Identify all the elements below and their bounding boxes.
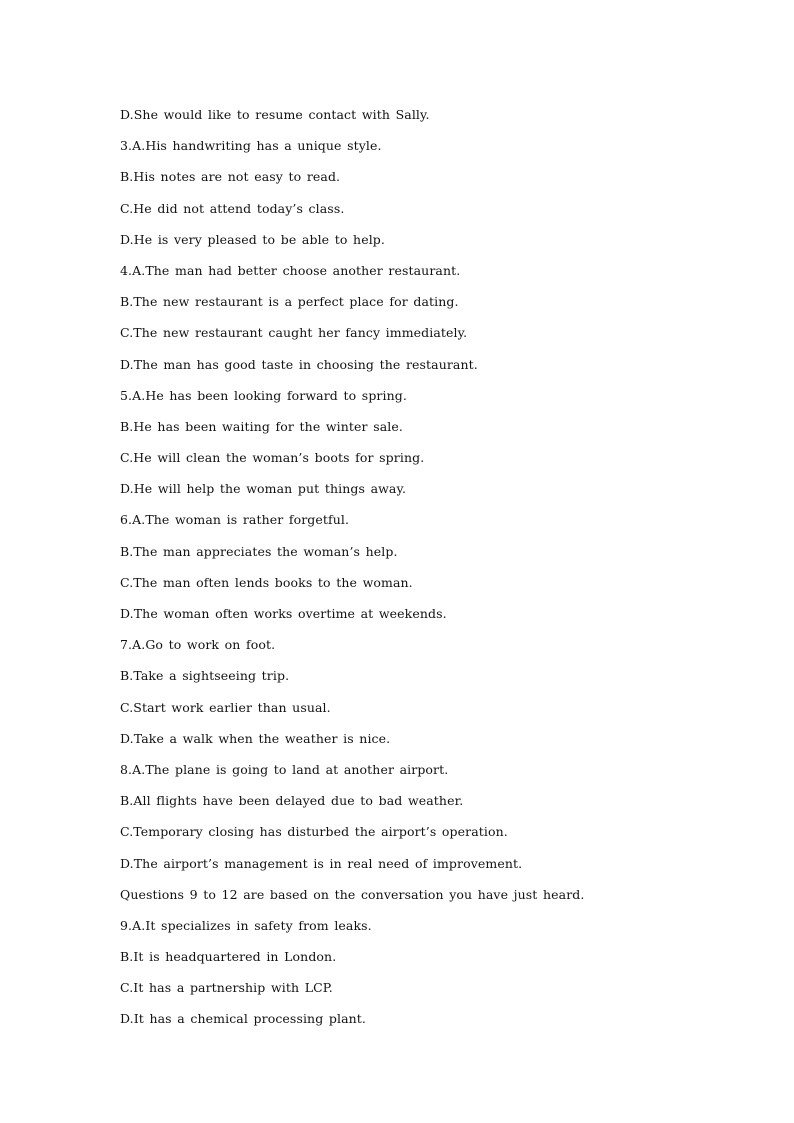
option-line: C.Start work earlier than usual. (120, 699, 331, 715)
option-line: D.She would like to resume contact with Sally. (120, 107, 430, 122)
option-line: C.The new restaurant caught her fancy immediately. (120, 325, 468, 341)
option-line: B.Take a sightseeing trip. (120, 668, 290, 684)
option-line: 9.A.It specializes in safety from leaks. (120, 917, 372, 933)
option-line: 5.A.He has been looking forward to spring. (120, 387, 407, 403)
option-line: C.He will clean the woman’s boots for spring. (120, 450, 425, 466)
option-line: B.His notes are not easy to read. (120, 169, 341, 185)
option-line: B.It is headquartered in London. (120, 949, 337, 965)
section-instruction: Questions 9 to 12 are based on the conversation you have just heard. (120, 886, 585, 902)
option-line: D.It has a chemical processing plant. (120, 1011, 366, 1027)
option-line: D.The woman often works overtime at weekends. (120, 606, 447, 621)
option-line: D.Take a walk when the weather is nice. (120, 730, 391, 746)
option-line: C.The man often lends books to the woman. (120, 574, 413, 590)
option-line: 4.A.The man had better choose another restaurant. (120, 262, 461, 278)
option-line: D.He is very pleased to be able to help. (120, 231, 385, 247)
option-line: D.The airport’s management is in real need of improvement. (120, 855, 523, 871)
option-line: B.The new restaurant is a perfect place for dating. (120, 294, 459, 310)
option-line: B.He has been waiting for the winter sale. (120, 418, 403, 434)
option-line: C.He did not attend today’s class. (120, 200, 345, 216)
option-line: D.The man has good taste in choosing the restaurant. (120, 356, 478, 372)
option-line: B.The man appreciates the woman’s help. (120, 543, 398, 559)
option-line: 6.A.The woman is rather forgetful. (120, 512, 350, 528)
option-line: 8.A.The plane is going to land at another airport. (120, 761, 449, 777)
option-line: C.Temporary closing has disturbed the airport’s operation. (120, 824, 508, 840)
option-line: 7.A.Go to work on foot. (120, 637, 276, 653)
option-line: C.It has a partnership with LCP. (120, 980, 333, 996)
option-line: D.He will help the woman put things away. (120, 481, 407, 497)
option-line: B.All flights have been delayed due to bad weather. (120, 793, 464, 809)
option-line: 3.A.His handwriting has a unique style. (120, 138, 382, 154)
question-options-list (120, 105, 740, 1041)
